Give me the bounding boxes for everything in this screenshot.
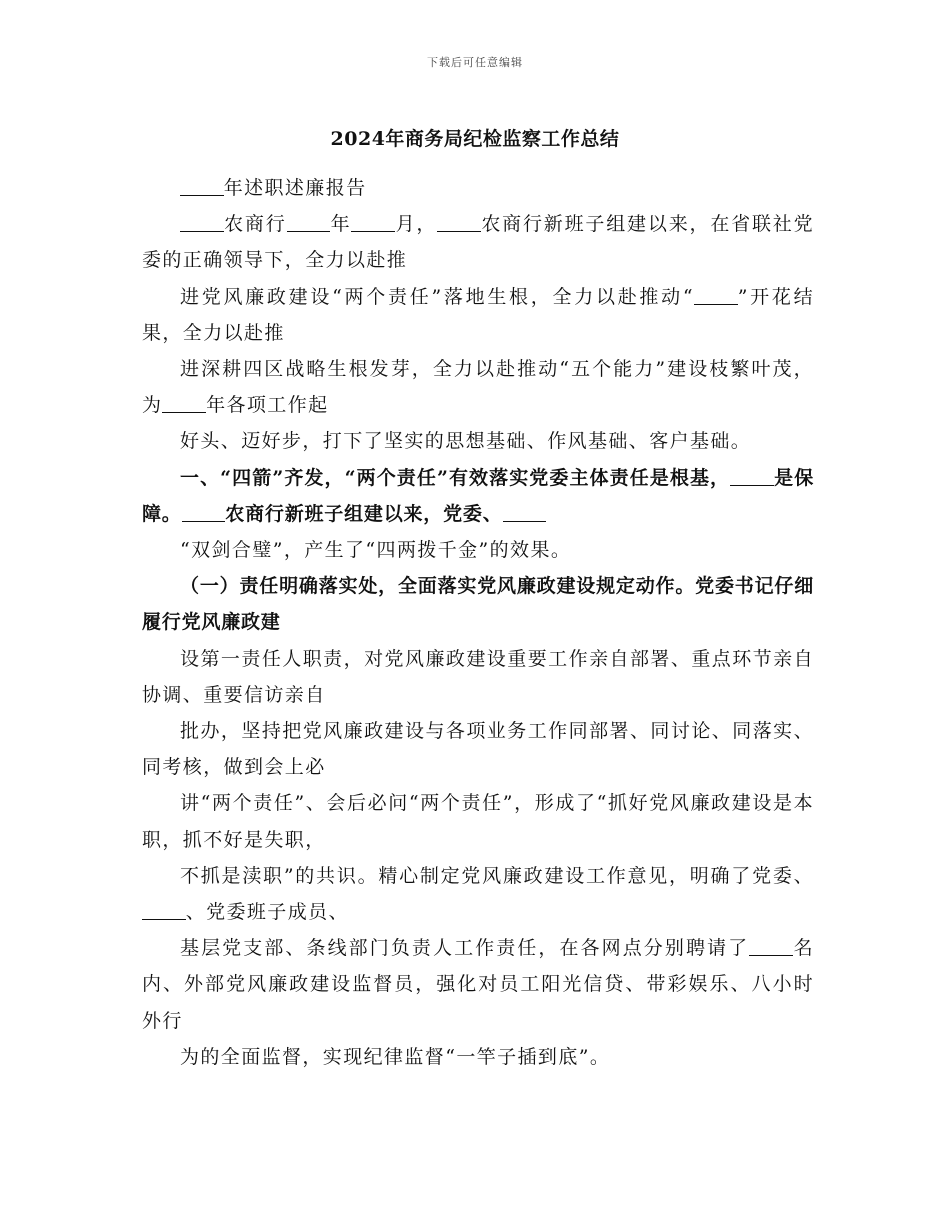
- subsection-heading: （一）责任明确落实处，全面落实党风廉政建设规定动作。党委书记仔细履行党风廉政建: [142, 575, 814, 634]
- paragraph: 讲“两个责任”、会后必问“两个责任”，形成了“抓好党风廉政建设是本职，抓不好是失职，: [142, 792, 814, 851]
- fill-in-blank: [503, 502, 547, 522]
- document-body: [142, 170, 814, 1075]
- fill-in-blank: [287, 212, 331, 232]
- paragraph: 不抓是渎职”的共识。精心制定党风廉政建设工作意见，明确了党委、、党委班子成员、: [142, 858, 814, 930]
- page-header: 下载后可任意编辑: [427, 56, 523, 69]
- paragraph: 进党风廉政建设“两个责任”落地生根，全力以赴推动“ ”开花结果，全力以赴推: [142, 285, 814, 344]
- fill-in-blank: [180, 176, 224, 196]
- paragraph: 基层党支部、条线部门负责人工作责任，在各网点分别聘请了 名内、外部党风廉政建设监督员，强化对员工阳光信贷、带彩娱乐、八小时外行: [142, 937, 814, 1032]
- fill-in-blank: [351, 212, 395, 232]
- fill-in-blank: [142, 900, 186, 920]
- fill-in-blank: [694, 285, 738, 305]
- paragraph: 设第一责任人职责，对党风廉政建设重要工作亲自部署、重点环节亲自协调、重要信访亲自: [142, 647, 814, 706]
- document-title: 2024年商务局纪检监察工作总结: [330, 128, 620, 150]
- fill-in-blank: [437, 212, 481, 232]
- paragraph: 年述职述廉报告: [142, 170, 814, 206]
- paragraph: 农商行 年 月， 农商行新班子组建以来，在省联社党委的正确领导下，全力以赴推: [142, 213, 814, 272]
- paragraph: 为的全面监督，实现纪律监督“一竿子插到底”。: [180, 1045, 611, 1068]
- paragraph: 进深耕四区战略生根发芽，全力以赴推动“五个能力”建设枝繁叶茂，为 年各项工作起: [142, 358, 814, 417]
- fill-in-blank: [749, 936, 793, 956]
- fill-in-blank: [180, 212, 224, 232]
- fill-in-blank: [730, 466, 774, 486]
- section-heading: 一、“四箭”齐发，“两个责任”有效落实党委主体责任是根基， 是保障。 农商行新班子组建以来，党委、: [142, 466, 814, 525]
- paragraph: 好头、迈好步，打下了坚实的思想基础、作风基础、客户基础。: [180, 430, 752, 453]
- fill-in-blank: [182, 502, 226, 522]
- paragraph: “双剑合璧”，产生了“四两拨千金”的效果。: [180, 539, 572, 562]
- paragraph: 批办，坚持把党风廉政建设与各项业务工作同部署、同讨论、同落实、同考核，做到会上必: [142, 720, 814, 779]
- fill-in-blank: [162, 393, 206, 413]
